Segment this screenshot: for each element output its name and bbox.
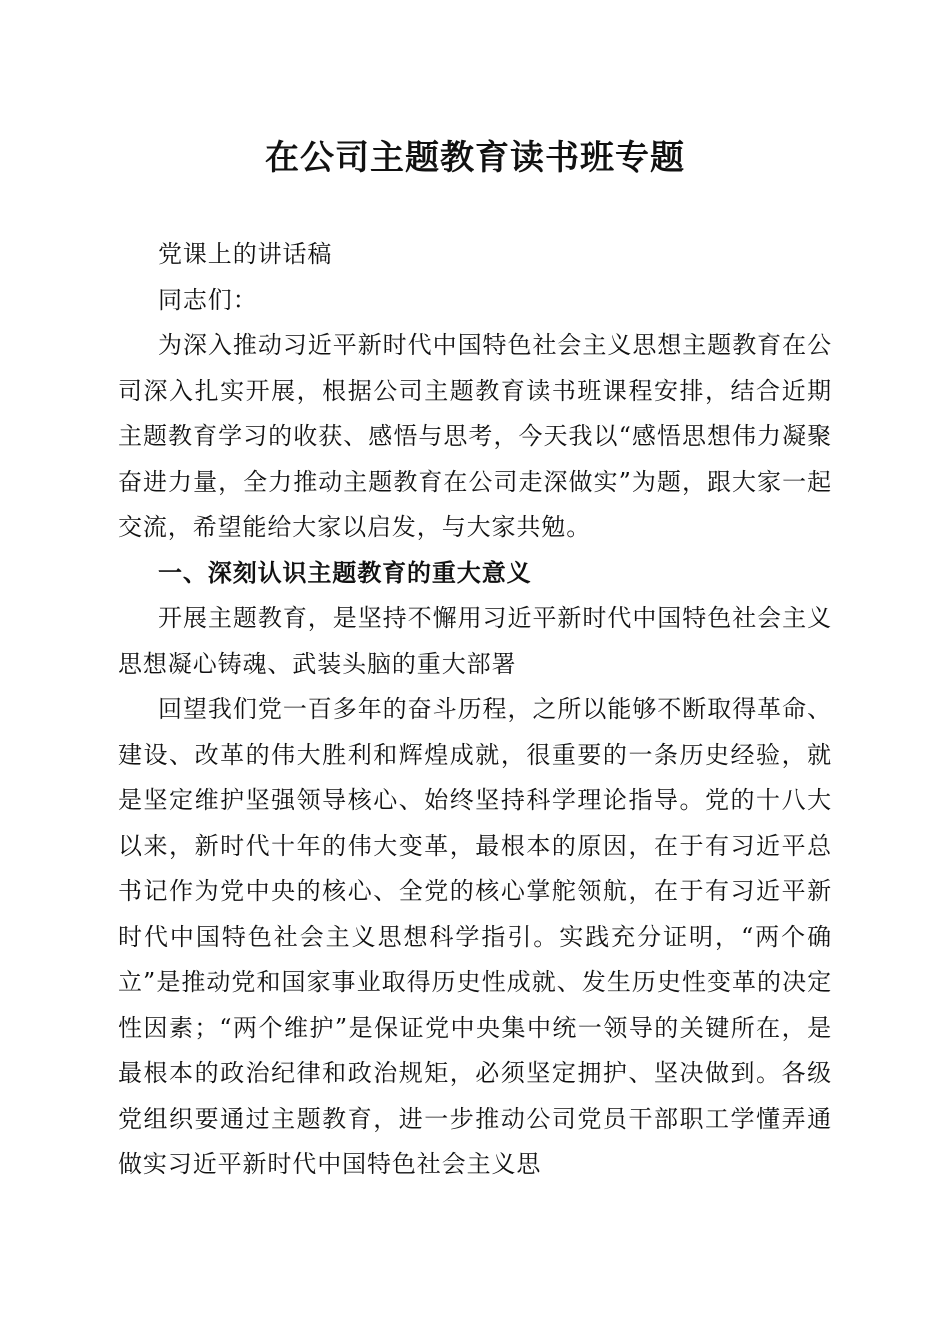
salutation: 同志们： [158, 285, 258, 314]
section-heading: 一、深刻认识主题教育的重大意义 [158, 558, 532, 587]
section-body-paragraph: 回望我们党一百多年的奋斗历程，之所以能够不断取得革命、建设、改革的伟大胜利和辉煌成就，很重要的一条历史经验，就是坚定维护坚强领导核心、始终坚持科学理论指导。党的十八大以来，新时代十年的伟大变革，最根本的原因，在于有习近平总书记作为党中央的核心、全党的核心掌舵领航，在于有习近平新时代中国特色社会主义思想科学指引。实践充分证明，“两个确立”是推动党和国家事业取得历史性成就、发生历史性变革的决定性因素；“两个维护”是保证党中央集中统一领导的关键所在，是最根本的政治纪律和政治规矩，必须坚定拥护、坚决做到。各级党组织要通过主题教育，进一步推动公司党员干部职工学懂弄通做实习近平新时代中国特色社会主义思 [118, 695, 832, 1178]
document-title: 在公司主题教育读书班专题 [265, 138, 685, 178]
document-body [118, 232, 832, 1188]
subtitle-line: 党课上的讲话稿 [158, 240, 333, 268]
intro-paragraph: 为深入推动习近平新时代中国特色社会主义思想主题教育在公司深入扎实开展，根据公司主题教育读书班课程安排，结合近期主题教育学习的收获、感悟与思考，今天我以“感悟思想伟力凝聚奋进力量，全力推动主题教育在公司走深做实”为题，跟大家一起交流，希望能给大家以启发，与大家共勉。 [118, 331, 832, 541]
section-lead-paragraph: 开展主题教育，是坚持不懈用习近平新时代中国特色社会主义思想凝心铸魂、武装头脑的重大部署 [118, 604, 832, 678]
